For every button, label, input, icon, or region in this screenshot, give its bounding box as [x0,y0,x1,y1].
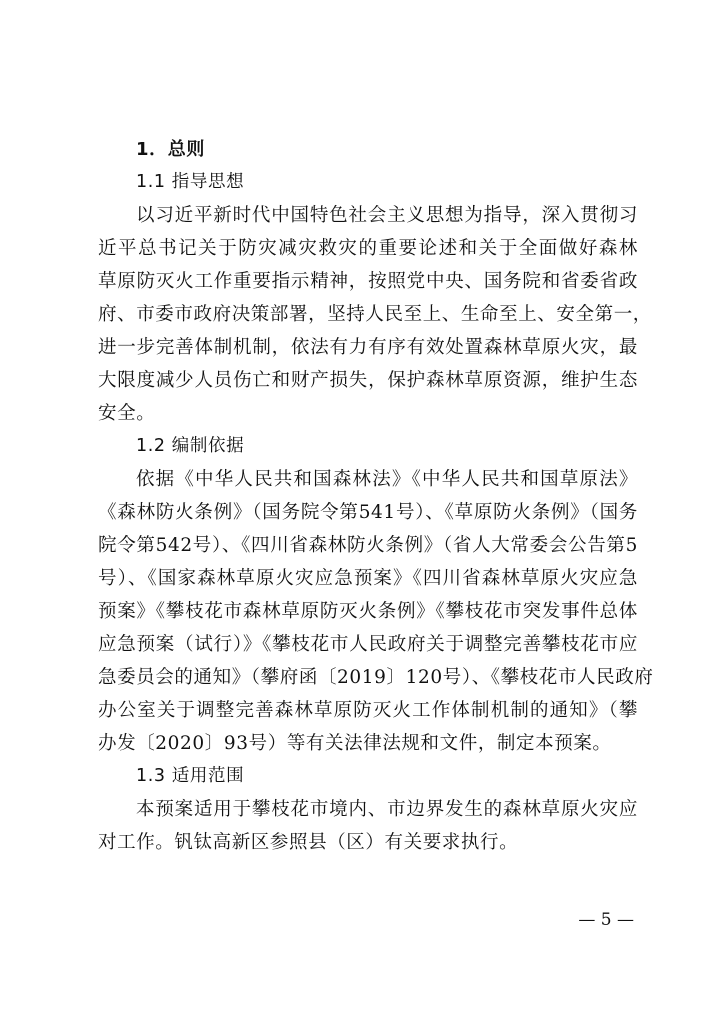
paragraph-line: 进一步完善体制机制，依法有力有序有效处置森林草原火灾，最 [98,337,638,358]
paragraph-line: 办公室关于调整完善森林草原防灭火工作体制机制的通知》（攀 [98,700,638,721]
paragraph-line: 本预案适用于攀枝花市境内、市边界发生的森林草原火灾应 [136,799,638,820]
subsection-heading-basis: 1.2 编制依据 [136,436,245,456]
paragraph-line: 以习近平新时代中国特色社会主义思想为指导，深入贯彻习 [136,205,638,226]
paragraph-line: 近平总书记关于防灾减灾救灾的重要论述和关于全面做好森林 [98,238,638,259]
paragraph-line: 号）、《国家森林草原火灾应急预案》《四川省森林草原火灾应急 [98,568,638,589]
paragraph-line: 大限度减少人员伤亡和财产损失，保护森林草原资源，维护生态 [98,370,638,391]
paragraph-line: 《森林防火条例》（国务院令第541号）、《草原防火条例》（国务 [98,502,638,523]
paragraph-line: 预案》《攀枝花市森林草原防灭火条例》《攀枝花市突发事件总体 [98,601,638,622]
paragraph-line: 草原防灭火工作重要指示精神，按照党中央、国务院和省委省政 [98,271,638,292]
subsection-heading-scope: 1.3 适用范围 [136,766,245,786]
paragraph-line: 办发〔2020〕93号）等有关法律法规和文件，制定本预案。 [98,733,612,754]
page-number: — 5 — [578,910,634,930]
paragraph-line: 府、市委市政府决策部署，坚持人民至上、生命至上、安全第一， [98,304,652,325]
subsection-heading-guiding-ideology: 1.1 指导思想 [136,172,245,192]
paragraph-line: 院令第542号）、《四川省森林防火条例》（省人大常委会公告第5 [98,535,638,556]
paragraph-line: 安全。 [98,403,156,424]
paragraph-line: 应急预案（试行）》《攀枝花市人民政府关于调整完善攀枝花市应 [98,634,638,655]
document-body [98,133,654,859]
paragraph-line: 依据《中华人民共和国森林法》《中华人民共和国草原法》 [136,469,638,490]
paragraph-line: 急委员会的通知》（攀府函〔2019〕120号）、《攀枝花市人民政府 [98,667,654,688]
section-heading-general: 1．总则 [136,139,205,160]
paragraph-line: 对工作。钒钛高新区参照县（区）有关要求执行。 [98,832,519,853]
